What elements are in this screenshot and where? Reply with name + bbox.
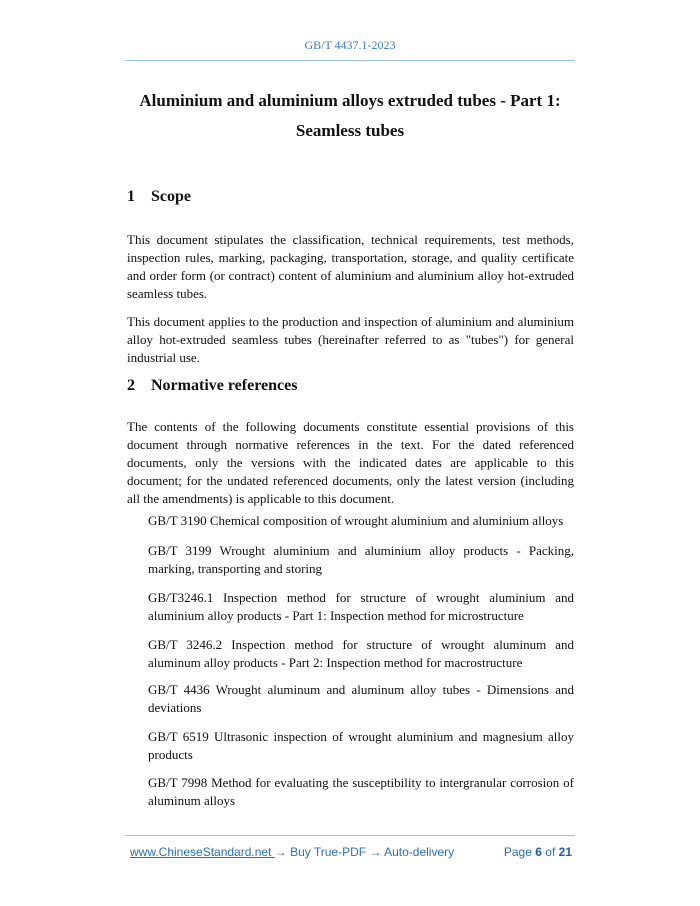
doc-title-line2: Seamless tubes [295,121,405,140]
normative-paragraph: The contents of the following documents constitute essential provisions of this document through normative references in the text. For the dated referenced documents, only the versions with the indicated dates are applicable to this document; for the undated referenced documents, only the latest version (including all the amendments) is applicable to this document. [127,419,574,506]
section-title: Normative references [151,377,298,394]
footer-tagline: → Buy True-PDF → Auto-delivery [274,845,455,859]
section-number: 2 [127,377,135,394]
section-title: Scope [151,188,191,205]
reference-item: GB/T 3199 Wrought aluminium and aluminium alloy products - Packing, marking, transporting and storing [148,543,574,576]
page-indicator [504,845,572,859]
footer [130,845,572,859]
website-link[interactable]: www.ChineseStandard.net [130,845,275,859]
reference-item: GB/T 6519 Ultrasonic inspection of wrought aluminium and magnesium alloy products [148,729,574,762]
reference-item: GB/T 7998 Method for evaluating the susceptibility to intergranular corrosion of aluminum alloys [148,775,574,808]
page-total: 21 [558,845,572,859]
section-heading-normative-references [127,377,297,395]
of-label: of [545,845,556,859]
footer-rule [125,835,575,836]
page-number: 6 [535,845,542,859]
section-heading-scope [127,188,191,206]
reference-item: GB/T3246.1 Inspection method for structure of wrought aluminium and aluminium alloy products - Part 1: Inspection method for microstructure [148,590,574,623]
section-number: 1 [127,188,135,205]
header-doc-id: GB/T 4437.1-2023 [304,38,396,52]
reference-item: GB/T 3246.2 Inspection method for structure of wrought aluminum and aluminum alloy products - Part 2: Inspection method for macrostructure [148,637,574,670]
scope-paragraph-1: This document stipulates the classification, technical requirements, test methods, inspection rules, marking, packaging, transportation, storage, and quality certificate and order form (or contract) content of aluminium and aluminium alloy hot-extruded seamless tubes. [127,232,574,301]
reference-item: GB/T 4436 Wrought aluminum and aluminum alloy tubes - Dimensions and deviations [148,682,574,715]
scope-paragraph-2: This document applies to the production and inspection of aluminium and aluminium alloy hot-extruded seamless tubes (hereinafter referred to as "tubes") for general industrial use. [127,314,574,365]
doc-title-line1: Aluminium and aluminium alloys extruded tubes - Part 1: [139,91,561,110]
page-label: Page [503,845,532,859]
header-rule [125,60,575,61]
reference-item: GB/T 3190 Chemical composition of wrought aluminium and aluminium alloys [148,513,564,528]
